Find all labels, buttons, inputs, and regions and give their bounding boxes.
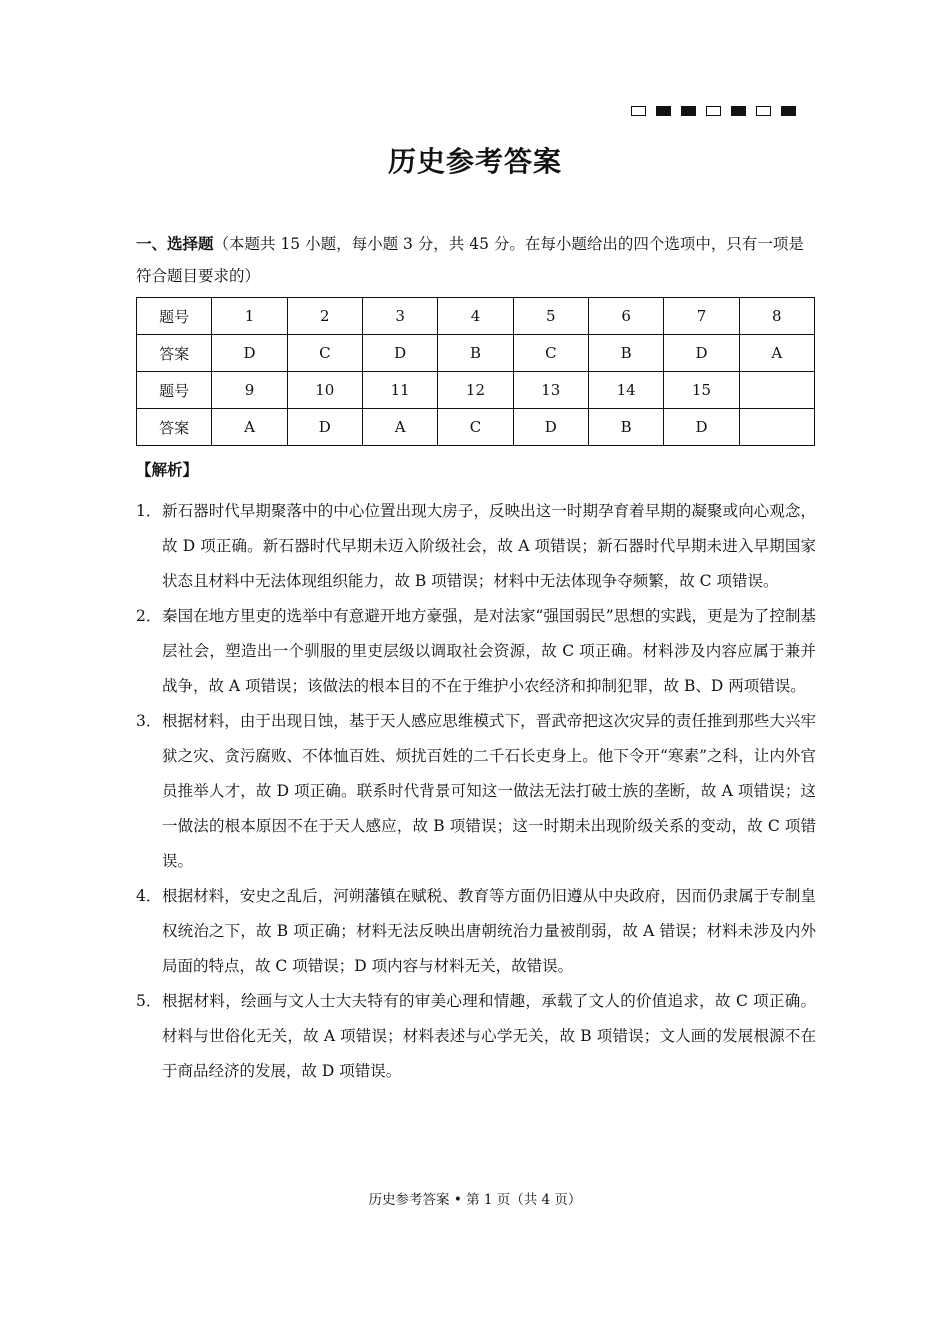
table-cell: C [438,409,513,446]
analysis-item [136,494,816,599]
table-cell: 7 [664,298,739,335]
table-cell: 6 [588,298,663,335]
row-header-cell: 答案 [137,409,212,446]
table-cell: A [739,335,814,372]
table-cell: 11 [362,372,437,409]
table-cell: D [287,409,362,446]
table-cell: D [513,409,588,446]
item-text: 新石器时代早期聚落中的中心位置出现大房子，反映出这一时期孕育着早期的凝聚或向心观念，故 D 项正确。新石器时代早期未迈入阶级社会，故 A 项错误；新石器时代早期未进入早期国家状态且材料中无法体现组织能力，故 B 项错误；材料中无法体现争夺频繁，故 C 项错误。 [162,502,816,590]
table-cell: B [588,335,663,372]
table-row [137,298,815,335]
table-cell: A [212,409,287,446]
analysis-item [136,879,816,984]
table-cell: D [664,409,739,446]
table-cell: B [438,335,513,372]
table-cell: D [362,335,437,372]
filled-square-mark [656,106,671,116]
page-title: 历史参考答案 [387,145,562,178]
analysis-list [136,494,816,1089]
table-cell: C [513,335,588,372]
row-header-cell: 题号 [137,298,212,335]
item-number: 1． [136,502,162,520]
item-number: 3． [136,712,162,730]
analysis-item [136,599,816,704]
row-header-cell: 答案 [137,335,212,372]
table-cell [739,409,814,446]
page-footer: 历史参考答案 • 第 1 页（共 4 页） [368,1192,582,1208]
empty-square-mark [756,106,771,116]
table-cell: 13 [513,372,588,409]
analysis-item [136,704,816,879]
table-cell: C [287,335,362,372]
table-cell: 10 [287,372,362,409]
corner-marks [631,106,796,116]
row-header-cell: 题号 [137,372,212,409]
table-row [137,335,815,372]
filled-square-mark [731,106,746,116]
table-cell: 8 [739,298,814,335]
table-cell: 2 [287,298,362,335]
table-cell: 12 [438,372,513,409]
item-text: 根据材料，绘画与文人士大夫特有的审美心理和情趣，承载了文人的价值追求，故 C 项正确。材料与世俗化无关，故 A 项错误；材料表述与心学无关，故 B 项错误；文人画的发展根源不在于商品经济的发展，故 D 项错误。 [162,992,816,1080]
item-number: 4． [136,887,162,905]
section-heading: 一、选择题 [136,234,214,253]
table-cell: 1 [212,298,287,335]
table-cell: B [588,409,663,446]
table-cell: 4 [438,298,513,335]
table-cell [739,372,814,409]
table-cell: D [212,335,287,372]
filled-square-mark [781,106,796,116]
table-row [137,372,815,409]
answer-table [136,297,815,446]
item-text: 根据材料，安史之乱后，河朔藩镇在赋税、教育等方面仍旧遵从中央政府，因而仍隶属于专制皇权统治之下，故 B 项正确；材料无法反映出唐朝统治力量被削弱，故 A 错误；材料未涉及内外局面的特点，故 C 项错误；D 项内容与材料无关，故错误。 [162,887,816,975]
empty-square-mark [706,106,721,116]
analysis-label: 【解析】 [136,460,199,479]
table-cell: A [362,409,437,446]
table-cell: 15 [664,372,739,409]
section-desc: （本题共 15 小题，每小题 3 分，共 45 分。在每小题给出的四个选项中，只有一项是符合题目要求的） [136,235,804,285]
filled-square-mark [681,106,696,116]
table-cell: 9 [212,372,287,409]
table-row [137,409,815,446]
table-cell: 14 [588,372,663,409]
empty-square-mark [631,106,646,116]
table-cell: D [664,335,739,372]
table-cell: 5 [513,298,588,335]
table-cell: 3 [362,298,437,335]
item-text: 根据材料，由于出现日蚀，基于天人感应思维模式下，晋武帝把这次灾异的责任推到那些大兴牢狱之灾、贪污腐败、不体恤百姓、烦扰百姓的二千石长吏身上。他下令开“寒素”之科，让内外官员推举人才，故 D 项正确。联系时代背景可知这一做法无法打破士族的垄断，故 A 项错误；这一做法的根本原因不在于天人感应，故 B 项错误；这一时期未出现阶级关系的变动，故 C 项错误。 [162,712,816,870]
item-number: 5． [136,992,162,1010]
analysis-item [136,984,816,1089]
section-intro [136,228,816,292]
item-number: 2． [136,607,162,625]
item-text: 秦国在地方里吏的选举中有意避开地方豪强，是对法家“强国弱民”思想的实践，更是为了控制基层社会，塑造出一个驯服的里吏层级以调取社会资源，故 C 项正确。材料涉及内容应属于兼并战争，故 A 项错误；该做法的根本目的不在于维护小农经济和抑制犯罪，故 B、D 两项错误。 [162,607,816,695]
